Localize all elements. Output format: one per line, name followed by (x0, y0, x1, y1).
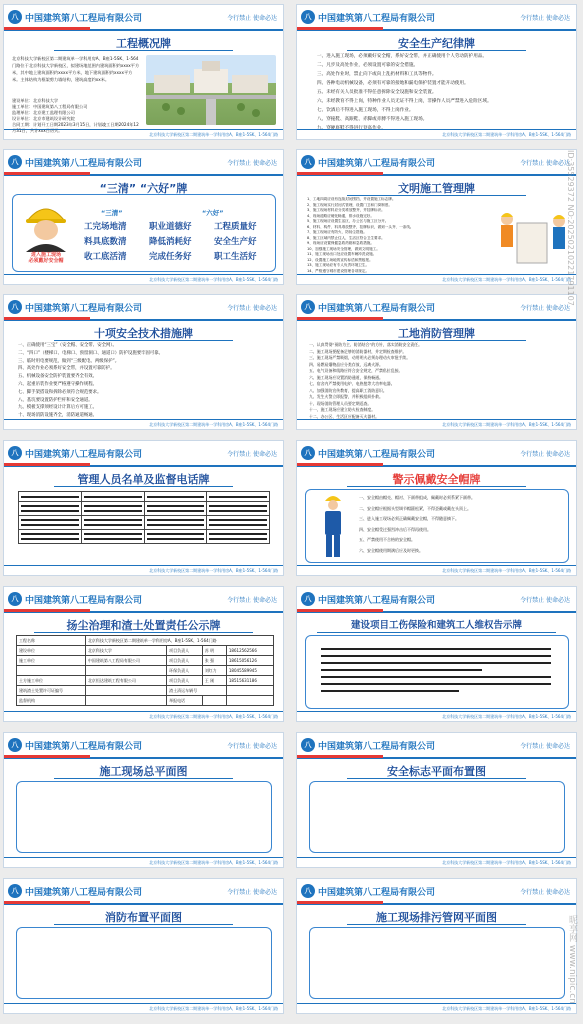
list-item: 七、宿舍内严禁使用电炉、电热毯等大功率电器。 (309, 381, 395, 386)
civilized-list (307, 197, 492, 274)
personnel-table (18, 491, 270, 544)
board-header (4, 879, 283, 905)
motto: 令行禁止 使命必达 (520, 743, 570, 750)
board-title: 工程概况牌 (116, 37, 171, 50)
board-title: 管理人员名单及监督电话牌 (77, 473, 210, 486)
list-item: 六、起重吊装作业要严格遵守操作规程。 (18, 381, 98, 387)
board-helmet-warning (296, 440, 577, 576)
company-name: 中国建筑第八工程局有限公司 (318, 14, 436, 24)
list-item: 七、饮酒后不得进入施工现场，不得上岗作业。 (317, 108, 414, 113)
table-row: 环保负责人 刘红力 18045589945 (17, 666, 274, 676)
watermark-id: ID:35529372 NO:20250210221791107 (566, 150, 575, 306)
board-safety-discipline (296, 4, 577, 140)
board-title: 十项安全技术措施牌 (94, 327, 193, 340)
motto: 令行禁止 使命必达 (227, 743, 277, 750)
list-item: 八、穿拖鞋、高跟鞋、赤脚或赤膊不得进入施工现场。 (317, 117, 428, 122)
company-logo: 八 (8, 10, 22, 24)
list-item: 11、施工现场出口处应设置车辆冲洗设施。 (307, 252, 377, 256)
dust-control-table (16, 635, 274, 706)
list-item: 四、易燃易爆物品应分类存放，远离火源。 (309, 361, 383, 367)
list-item: 5、施工现场应设置生活区，办公区与施工区分开。 (307, 219, 389, 223)
list-item: 四、高处作业必须系好安全带，并设置可靠防护。 (18, 366, 115, 372)
company-logo: 八 (8, 884, 22, 898)
board-header (297, 441, 576, 467)
company-name: 中国建筑第八工程局有限公司 (318, 742, 436, 752)
worker-figure-icon (319, 491, 347, 559)
company-logo: 八 (8, 446, 22, 460)
company-logo: 八 (301, 446, 315, 460)
company-name: 中国建筑第八工程局有限公司 (25, 742, 143, 752)
company-name: 中国建筑第八工程局有限公司 (25, 14, 143, 24)
list-item: 三、高处作业时，禁止向下或向上乱扔材料和工具等物件。 (317, 72, 437, 77)
board-header (297, 879, 576, 905)
list-item: 三、进入施工现场必须正确佩戴安全帽，不得随意摘下。 (359, 516, 459, 521)
watermark-site: 昵享网 www.nipic.cn (567, 915, 577, 1004)
project-rendering-image (146, 55, 276, 125)
board-site-plan (3, 732, 284, 868)
company-name: 中国建筑第八工程局有限公司 (25, 304, 143, 314)
table-row (19, 530, 270, 544)
footnote: 北京科技大学新校区第二期建筑单一学科用房A、B座1-5SK、1-564门路 (442, 860, 571, 865)
sanqing-column: 工完场地清 料具底数清 收工底活清 (84, 222, 127, 262)
footnote: 北京科技大学新校区第二期建筑单一学科用房A、B座1-5SK、1-564门路 (442, 277, 571, 282)
board-sanqing-liuhao (3, 149, 284, 285)
company-name: 中国建筑第八工程局有限公司 (318, 596, 436, 606)
company-name: 中国建筑第八工程局有限公司 (25, 159, 143, 169)
list-item: 六、未经教育不得上岗，特种作业人员无证不得上岗，非操作人员严禁进入危险区域。 (317, 99, 492, 104)
board-civilized-construction (296, 149, 577, 285)
list-item: 六、安全帽使用期满后应及时更换。 (359, 547, 423, 553)
board-injury-insurance (296, 586, 577, 722)
list-item: 14、严格遵守城市建设管理各项规定。 (307, 268, 370, 273)
discipline-list (317, 52, 562, 133)
table-row: 土方施工单位 北京恒达建筑工程有限公司 项目负责人 王 刚 18515631186 (17, 676, 274, 686)
company-name: 中国建筑第八工程局有限公司 (25, 450, 143, 460)
board-title: “三清” “六好”牌 (99, 182, 188, 195)
construction-workers-illustration-icon (495, 205, 571, 265)
board-title: 施工现场排污管网平面图 (376, 911, 497, 924)
company-name: 中国建筑第八工程局有限公司 (318, 304, 436, 314)
liuhao-column-1: 职业道德好 降低消耗好 完成任务好 (149, 222, 192, 262)
board-sewage-layout (296, 878, 577, 1014)
board-header (297, 733, 576, 759)
board-title: 工地消防管理牌 (398, 327, 475, 340)
board-header (4, 5, 283, 31)
footnote: 北京科技大学新校区第二期建筑单一学科用房A、B座1-5SK、1-564门路 (149, 277, 278, 282)
footnote: 北京科技大学新校区第二期建筑单一学科用房A、B座1-5SK、1-564门路 (442, 714, 571, 719)
board-title: 扬尘治理和渣土处置责任公示牌 (66, 619, 221, 632)
list-item: 1、工地四周应设有连续封闭围挡，并设置施工标志牌。 (307, 197, 396, 201)
measures-list (18, 342, 273, 420)
footnote: 北京科技大学新校区第二期建筑单一学科用房A、B座1-5SK、1-564门路 (149, 1006, 278, 1011)
table-row: 施工单位 中国建筑第八工程局有限公司 项目负责人 张 强 18615056126 (17, 656, 274, 666)
footnote: 北京科技大学新校区第二期建筑单一学科用房A、B座1-5SK、1-564门路 (442, 1006, 571, 1011)
table-row (19, 516, 270, 530)
helmet-warning: 进入施工现场 必须戴好安全帽 (28, 252, 64, 264)
list-item: 13、施工现场应有专人负责环境卫生。 (307, 263, 370, 267)
board-title: 警示佩戴安全帽牌 (392, 473, 481, 486)
list-item: 4、现场道路应硬化畅通，排水设施完好。 (307, 213, 374, 218)
board-title: 建设项目工伤保险和建筑工人维权告示牌 (350, 620, 522, 631)
company-logo: 八 (8, 592, 22, 606)
footnote: 北京科技大学新校区第二期建筑单一学科用房A、B座1-5SK、1-564门路 (149, 714, 278, 719)
motto: 令行禁止 使命必达 (227, 597, 277, 604)
board-header (297, 295, 576, 321)
list-item: 二、安全帽应根据头型调节帽箍松紧，不得歪戴或戴在头顶上。 (359, 505, 471, 511)
list-item: 四、各种电动机械设备，必须有可靠的接地和漏电保护装置才能开动使用。 (317, 81, 469, 86)
motto: 令行禁止 使命必达 (520, 160, 570, 167)
board-header (297, 150, 576, 176)
list-item: 2、施工现场实行封闭式管理，设置门卫和门岗制度。 (307, 202, 392, 207)
footnote: 北京科技大学新校区第二期建筑单一学科用房A、B座1-5SK、1-564门路 (149, 422, 278, 427)
footnote: 北京科技大学新校区第二期建筑单一学科用房A、B座1-5SK、1-564门路 (442, 422, 571, 427)
board-title: 安全标志平面布置图 (387, 765, 486, 778)
fire-rules-list (309, 342, 567, 420)
company-logo: 八 (8, 300, 22, 314)
list-item: 三、临时用电要规范，做到“三级配电、两级保护”。 (18, 358, 120, 364)
company-logo: 八 (301, 300, 315, 314)
company-name: 中国建筑第八工程局有限公司 (318, 450, 436, 460)
list-item: 十二、办公区、生活区应配备灭火器材。 (309, 413, 380, 419)
list-item: 五、严禁使用不合格的安全帽。 (359, 537, 415, 542)
company-logo: 八 (8, 155, 22, 169)
list-item: 六、施工现场应设置消防通道，保持畅通。 (309, 374, 383, 380)
plan-frame (309, 927, 565, 999)
list-item: 五、机械设备安全防护装置要齐全有效。 (18, 374, 98, 380)
motto: 令行禁止 使命必达 (520, 305, 570, 312)
board-header (4, 441, 283, 467)
company-name: 中国建筑第八工程局有限公司 (318, 888, 436, 898)
company-logo: 八 (8, 738, 22, 752)
board-management-list (3, 440, 284, 576)
table-row: 建设单位 北京科技大学 项目负责人 苏 明 18612562566 (17, 646, 274, 656)
notice-placeholder-lines (321, 643, 551, 697)
board-header (4, 733, 283, 759)
plan-frame (16, 781, 272, 853)
worker-with-helmet-icon (18, 200, 74, 252)
plan-frame (16, 927, 272, 999)
table-row (19, 492, 270, 502)
list-item: 十、现场消防设施齐全，消防通道畅通。 (18, 413, 98, 419)
project-units: 建设单位：北京科技大学 施工单位：中国建筑第八工程局有限公司 监理单位：北京建工监理有限公司 设计单位：北京市建筑设计研究院 合同工期：计划开工日期2023年3月15日，计划竣工日期2024年12月31日，共计xxx日历天。 (12, 98, 139, 133)
board-safety-sign-layout (296, 732, 577, 868)
list-item: 八、加强消防宣传教育，提高职工消防意识。 (309, 387, 387, 393)
table-row: 工程名称 北京科技大学新校区第二期建筑单一学科用房A、B座1-5SK、1-564门路 (17, 636, 274, 646)
liuhao-column-2: 工程质量好 安全生产好 职工生活好 (214, 222, 257, 262)
list-item: 四、安全帽受过强烈冲击后不得再使用。 (359, 526, 431, 532)
list-item: 二、“四口”（楼梯口、电梯口、预留洞口、通道口）防护设施要牢固可靠。 (18, 350, 164, 356)
list-item: 一、安全帽由帽壳、帽衬、下颌带组成，佩戴时必须系紧下颌带。 (359, 495, 475, 500)
list-item: 八、基坑要设置防护栏杆和安全通道。 (18, 397, 93, 403)
motto: 令行禁止 使命必达 (520, 451, 570, 458)
footnote: 北京科技大学新校区第二期建筑单一学科用房A、B座1-5SK、1-564门路 (149, 860, 278, 865)
board-project-overview (3, 4, 284, 140)
board-title: 文明施工管理牌 (398, 182, 475, 195)
motto: 令行禁止 使命必达 (520, 889, 570, 896)
table-row: 建筑渣土处置许可证编号 渣土清运车辆号 (17, 686, 274, 696)
motto: 令行禁止 使命必达 (227, 305, 277, 312)
company-name: 中国建筑第八工程局有限公司 (318, 159, 436, 169)
board-ten-safety-measures (3, 294, 284, 430)
list-item: 十、现场消防管理人员要定期巡查。 (309, 400, 372, 406)
company-name: 中国建筑第八工程局有限公司 (25, 596, 143, 606)
list-item: 九、模板支撑须经设计计算后方可施工。 (18, 405, 98, 411)
motto: 令行禁止 使命必达 (227, 889, 277, 896)
board-header (4, 150, 283, 176)
list-item: 五、未经有关人员批准不得任意拆除安全设施和安全装置。 (317, 90, 437, 95)
list-item: 10、加强施工现场安全管理，做到文明施工。 (307, 246, 380, 251)
board-title: 安全生产纪律牌 (398, 37, 475, 50)
list-item: 9、现场应设置保健急救药箱和急救措施。 (307, 241, 374, 245)
board-header (4, 587, 283, 613)
list-item: 一、进入施工现场，必须戴好安全帽，系好安全带，并正确使用个人劳动防护用品。 (317, 54, 487, 59)
motto: 令行禁止 使命必达 (520, 15, 570, 22)
footnote: 北京科技大学新校区第二期建筑单一学科用房A、B座1-5SK、1-564门路 (149, 568, 278, 573)
motto: 令行禁止 使命必达 (227, 15, 277, 22)
company-logo: 八 (301, 884, 315, 898)
project-intro: 北京科技大学新校区第二期建筑单一学科用房A、B座1-5SK、1-564门路位于北京科技大学新校区，拟建场地范围内建筑面积约xxxx平方米，其中地上建筑面积约xxxx平方米，地下建筑面积约xxxx平方米。主体结构为框架剪力墙结构，建筑高度约xx米。 (12, 56, 140, 82)
list-item: 九、穿硬底鞋不得进行登高作业。 (317, 126, 386, 131)
footnote: 北京科技大学新校区第二期建筑单一学科用房A、B座1-5SK、1-564门路 (149, 132, 278, 137)
list-item: 3、施工现场材料应分类堆放整齐，并挂牌标识。 (307, 208, 385, 212)
motto: 令行禁止 使命必达 (520, 597, 570, 604)
company-logo: 八 (301, 592, 315, 606)
company-logo: 八 (301, 10, 315, 24)
list-item: 12、设置施工场地的宣传标语和黑板报。 (307, 257, 373, 262)
board-fire-management (296, 294, 577, 430)
board-title: 消防布置平面图 (105, 911, 182, 924)
board-header (297, 5, 576, 31)
footnote: 北京科技大学新校区第二期建筑单一学科用房A、B座1-5SK、1-564门路 (442, 568, 571, 573)
table-row: 监督机构 举报电话 (17, 696, 274, 706)
list-item: 三、施工现场严禁吸烟，动用明火必须办理动火审批手续。 (309, 355, 411, 360)
list-item: 七、脚手架搭设和拆除必须符合规范要求。 (18, 389, 102, 395)
company-logo: 八 (301, 738, 315, 752)
list-item: 二、凡步及高处作业，必须设置可靠的安全措施。 (317, 63, 419, 68)
motto: 令行禁止 使命必达 (227, 160, 277, 167)
list-item: 一、认真贯彻“预防为主、防消结合”的方针，落实消防安全责任。 (309, 342, 422, 347)
list-item: 8、施工区域内禁止住人，生活区符合卫生要求。 (307, 235, 385, 240)
board-dust-control (3, 586, 284, 722)
board-header (4, 295, 283, 321)
footnote: 北京科技大学新校区第二期建筑单一学科用房A、B座1-5SK、1-564门路 (442, 132, 571, 137)
company-logo: 八 (301, 155, 315, 169)
board-title: 施工现场总平面图 (99, 765, 188, 778)
table-row (19, 502, 270, 516)
list-item: 九、发生火警立即报警，并积极组织扑救。 (309, 394, 383, 399)
company-name: 中国建筑第八工程局有限公司 (25, 888, 143, 898)
list-item: 二、施工现场要配备足够的消防器材，并定期检查维护。 (309, 348, 407, 354)
motto: 令行禁止 使命必达 (227, 451, 277, 458)
board-header (297, 587, 576, 613)
board-fire-layout (3, 878, 284, 1014)
list-item: 一、正确使用“三宝”（安全帽、安全带、安全网）。 (18, 343, 117, 348)
liuhao-label: “六好” (202, 209, 224, 217)
plan-frame (309, 781, 565, 853)
list-item: 五、电气设备和线路应符合安全规定，严禁私拉乱接。 (309, 368, 403, 373)
list-item: 6、材料、构件、料具堆放整齐，挂牌标识，做到一头齐、一条线。 (307, 224, 414, 229)
list-item: 7、施工现场应有防火、防扬尘措施。 (307, 230, 367, 234)
sanqing-label: “三清” (101, 209, 123, 217)
helmet-rules-list (359, 493, 559, 556)
list-item: 十一、施工现场应建立防火检查制度。 (309, 407, 376, 412)
